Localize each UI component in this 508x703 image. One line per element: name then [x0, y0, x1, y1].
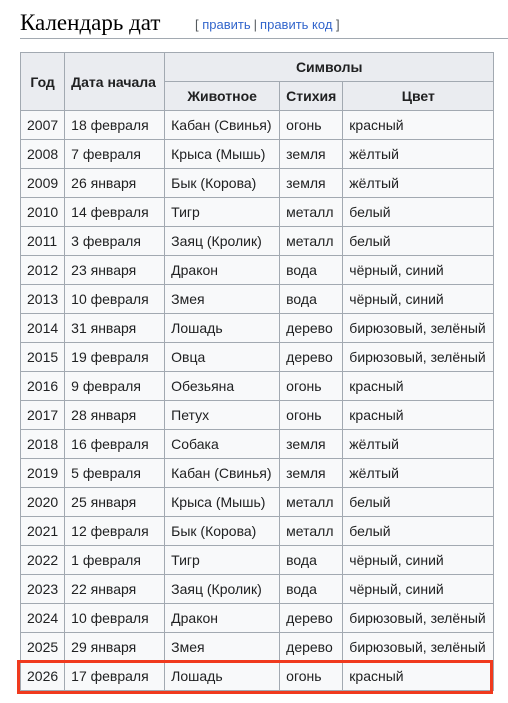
cell-start-date: 7 февраля — [65, 140, 165, 169]
edit-bracket-close: ] — [336, 17, 340, 32]
table-row — [21, 430, 494, 459]
cell-animal: Тигр — [165, 546, 280, 575]
cell-element: дерево — [280, 633, 343, 662]
cell-animal: Кабан (Свинья) — [165, 111, 280, 140]
cell-year: 2015 — [21, 343, 65, 372]
cell-color: чёрный, синий — [343, 285, 494, 314]
table-row — [21, 459, 494, 488]
table-row — [21, 633, 494, 662]
header-element[interactable]: Стихия — [280, 82, 343, 111]
cell-element: вода — [280, 546, 343, 575]
cell-element: металл — [280, 517, 343, 546]
cell-color: бирюзовый, зелёный — [343, 633, 494, 662]
cell-color: бирюзовый, зелёный — [343, 604, 494, 633]
cell-element: земля — [280, 140, 343, 169]
calendar-table — [20, 52, 494, 691]
table-row — [21, 662, 494, 691]
cell-element: огонь — [280, 401, 343, 430]
cell-year: 2016 — [21, 372, 65, 401]
table-row — [21, 517, 494, 546]
cell-year: 2022 — [21, 546, 65, 575]
cell-animal: Дракон — [165, 604, 280, 633]
cell-element: металл — [280, 227, 343, 256]
cell-color: жёлтый — [343, 140, 494, 169]
cell-animal: Лошадь — [165, 314, 280, 343]
cell-element: дерево — [280, 604, 343, 633]
cell-year: 2011 — [21, 227, 65, 256]
cell-color: красный — [343, 662, 494, 691]
cell-animal: Обезьяна — [165, 372, 280, 401]
cell-element: земля — [280, 430, 343, 459]
table-row — [21, 111, 494, 140]
section-heading — [20, 8, 508, 39]
cell-animal: Бык (Корова) — [165, 169, 280, 198]
cell-color: красный — [343, 111, 494, 140]
cell-color: жёлтый — [343, 459, 494, 488]
table-row — [21, 488, 494, 517]
cell-start-date: 29 января — [65, 633, 165, 662]
cell-color: белый — [343, 227, 494, 256]
table-row — [21, 372, 494, 401]
cell-color: чёрный, синий — [343, 575, 494, 604]
cell-animal: Бык (Корова) — [165, 517, 280, 546]
cell-start-date: 10 февраля — [65, 285, 165, 314]
cell-color: красный — [343, 372, 494, 401]
cell-element: металл — [280, 198, 343, 227]
cell-year: 2010 — [21, 198, 65, 227]
cell-animal: Овца — [165, 343, 280, 372]
cell-animal: Змея — [165, 633, 280, 662]
cell-start-date: 31 января — [65, 314, 165, 343]
cell-color: жёлтый — [343, 430, 494, 459]
cell-element: дерево — [280, 314, 343, 343]
cell-element: огонь — [280, 662, 343, 691]
cell-start-date: 26 января — [65, 169, 165, 198]
cell-color: бирюзовый, зелёный — [343, 314, 494, 343]
table-row — [21, 198, 494, 227]
cell-animal: Петух — [165, 401, 280, 430]
cell-animal: Заяц (Кролик) — [165, 227, 280, 256]
cell-start-date: 28 января — [65, 401, 165, 430]
cell-year: 2018 — [21, 430, 65, 459]
header-animal[interactable]: Животное — [165, 82, 280, 111]
cell-animal: Змея — [165, 285, 280, 314]
cell-color: чёрный, синий — [343, 256, 494, 285]
table-row — [21, 256, 494, 285]
table-row — [21, 401, 494, 430]
cell-year: 2023 — [21, 575, 65, 604]
cell-animal: Собака — [165, 430, 280, 459]
cell-color: белый — [343, 198, 494, 227]
cell-animal: Кабан (Свинья) — [165, 459, 280, 488]
cell-element: вода — [280, 285, 343, 314]
cell-year: 2019 — [21, 459, 65, 488]
cell-start-date: 19 февраля — [65, 343, 165, 372]
header-color[interactable]: Цвет — [343, 82, 494, 111]
cell-element: земля — [280, 169, 343, 198]
cell-color: красный — [343, 401, 494, 430]
edit-source-link[interactable]: править код — [260, 17, 333, 32]
cell-element: вода — [280, 575, 343, 604]
cell-year: 2013 — [21, 285, 65, 314]
table-row — [21, 343, 494, 372]
cell-animal: Тигр — [165, 198, 280, 227]
section-title: Календарь дат — [20, 10, 161, 35]
cell-start-date: 5 февраля — [65, 459, 165, 488]
cell-start-date: 12 февраля — [65, 517, 165, 546]
cell-start-date: 22 января — [65, 575, 165, 604]
table-row — [21, 169, 494, 198]
header-year[interactable]: Год — [21, 53, 65, 111]
cell-element: дерево — [280, 343, 343, 372]
cell-year: 2017 — [21, 401, 65, 430]
table-row — [21, 285, 494, 314]
cell-year: 2007 — [21, 111, 65, 140]
cell-color: жёлтый — [343, 169, 494, 198]
cell-element: огонь — [280, 372, 343, 401]
cell-animal: Крыса (Мышь) — [165, 488, 280, 517]
cell-color: чёрный, синий — [343, 546, 494, 575]
cell-start-date: 10 февраля — [65, 604, 165, 633]
cell-element: вода — [280, 256, 343, 285]
cell-start-date: 17 февраля — [65, 662, 165, 691]
cell-year: 2025 — [21, 633, 65, 662]
edit-section-links — [195, 17, 340, 33]
table-row — [21, 227, 494, 256]
cell-year: 2021 — [21, 517, 65, 546]
cell-year: 2009 — [21, 169, 65, 198]
header-start-date[interactable]: Дата начала — [65, 53, 165, 111]
edit-link[interactable]: править — [202, 17, 251, 32]
cell-start-date: 23 января — [65, 256, 165, 285]
cell-element: металл — [280, 488, 343, 517]
cell-year: 2012 — [21, 256, 65, 285]
table-row — [21, 314, 494, 343]
cell-color: бирюзовый, зелёный — [343, 343, 494, 372]
table-row — [21, 604, 494, 633]
table-row — [21, 546, 494, 575]
cell-animal: Лошадь — [165, 662, 280, 691]
table-row — [21, 140, 494, 169]
cell-year: 2024 — [21, 604, 65, 633]
cell-animal: Дракон — [165, 256, 280, 285]
cell-start-date: 3 февраля — [65, 227, 165, 256]
cell-start-date: 9 февраля — [65, 372, 165, 401]
cell-start-date: 18 февраля — [65, 111, 165, 140]
cell-color: белый — [343, 488, 494, 517]
table-row — [21, 575, 494, 604]
cell-start-date: 16 февраля — [65, 430, 165, 459]
cell-year: 2020 — [21, 488, 65, 517]
cell-year: 2014 — [21, 314, 65, 343]
cell-start-date: 14 февраля — [65, 198, 165, 227]
cell-animal: Заяц (Кролик) — [165, 575, 280, 604]
cell-color: белый — [343, 517, 494, 546]
cell-year: 2026 — [21, 662, 65, 691]
cell-start-date: 1 февраля — [65, 546, 165, 575]
cell-start-date: 25 января — [65, 488, 165, 517]
cell-element: огонь — [280, 111, 343, 140]
header-symbols: Символы — [165, 53, 494, 82]
edit-separator: | — [253, 17, 258, 32]
edit-bracket-open: [ — [195, 17, 199, 32]
cell-element: земля — [280, 459, 343, 488]
cell-year: 2008 — [21, 140, 65, 169]
cell-animal: Крыса (Мышь) — [165, 140, 280, 169]
